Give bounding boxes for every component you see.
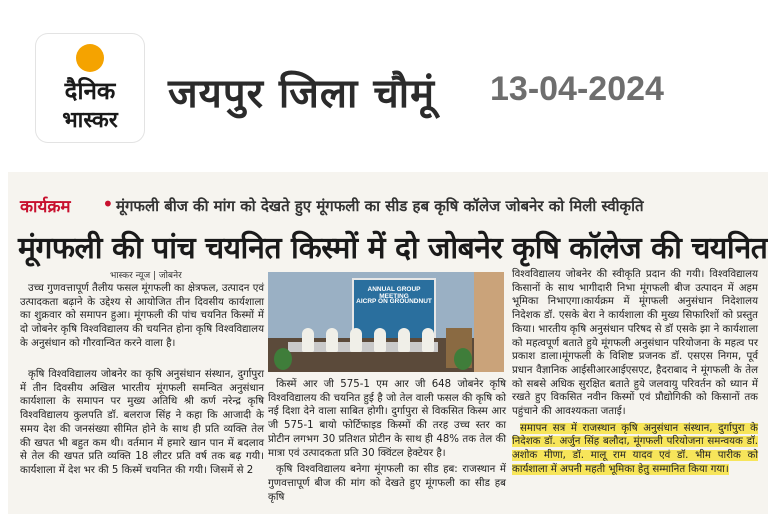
logo-text-line1: दैनिक [64,77,116,105]
edition-date: 13-04-2024 [490,70,664,108]
byline: भास्कर न्यूज | जोबनेर [110,271,182,281]
paragraph-highlighted [512,422,758,477]
column-1-intro [20,282,264,366]
logo-text-line2: भास्कर [62,108,118,133]
bullet-icon: • [102,192,114,216]
paragraph: विश्वविद्यालय जोबनेर की स्वीकृति प्रदान की गयी। विश्वविद्यालय किसानों के साथ भागीदारी निभा मूंगफली बीज उत्पादन में अहम भूमिका निभाएगा।कार्यक्रम में मूंगफली अनुसंधान निदेशालय निदेशक डॉ. एसके बेरा ने कार्यशाला की मुख्य सिफारिशों को प्रस्तुत किया। भारतीय कृषि अनुसंधान परिषद से डॉ एसके झा ने कार्यशाला को महत्वपूर्ण बताते हुये मूंगफली अनुसंधान परियोजना के महत्व पर प्रकाश डाला।मूंगफली के विशिष्ट प्रजनक डॉ. एसएस निगम, पूर्व प्रधान वैज्ञानिक आईसीआरआईएसएट, हैदराबाद ने मूंगफली के तेल को सबसे अधिक सुरक्षित बताते हुये जलवायु परिवर्तन को ध्यान में रखते हुए विकसित नवीन किस्मों एवं प्रौद्योगिकी को किसानों तक पहुंचाने की आवश्यकता जताई। [512,269,758,418]
event-photo [268,272,504,372]
column-3 [512,268,758,490]
column-2 [268,378,506,503]
kicker-row [14,192,758,222]
person [302,328,314,352]
person [350,328,362,352]
column-1-body [20,368,264,490]
person [422,328,434,352]
dainik-bhaskar-logo [36,34,144,142]
paragraph: कृषि विश्वविद्यालय जोबनेर का कृषि अनुसंधान संस्थान, दुर्गापुरा में तीन दिवसीय अखिल भारतीय मूंगफली समन्वित अनुसंधान कार्यशाला के समापन पर मुख्य अतिथि श्री कर्ण नरेन्द्र कृषि विश्वविद्यालय कुलपति डॉ. बलराज सिंह ने कहा कि आजादी के समय देश की जनसंख्या सीमित होने के साथ ही प्रति व्यक्ति तेल की खपत भी बहुत कम थी। वर्तमान में हमारे खान पान में बदलाव से तेल की खपत प्रति व्यक्ति 18 लीटर प्रति वर्ष तक बढ़ गयी। कार्यशाला में देश भर की 5 किस्में चयनित की गयी। जिसमें से 2 [20,369,264,476]
banner-line1: ANNUAL GROUP MEETING [367,286,421,300]
header [0,0,768,172]
plant [454,348,472,370]
edition-title: जयपुर जिला चौमूं [168,71,436,117]
kicker-text: मूंगफली बीज की मांग को देखते हुए मूंगफली का सीड हब कृषि कॉलेज जोबनेर को मिली स्वीकृति [116,197,644,215]
headline: मूंगफली की पांच चयनित किस्मों में दो जोबनेर कृषि कॉलेज की चयनित [18,231,768,266]
plant [274,348,292,370]
logo-sun-icon [76,44,104,72]
side-wall [474,272,504,372]
person [398,328,410,352]
person [326,328,338,352]
paragraph: कृषि विश्वविद्यालय बनेगा मूंगफली का सीड हब: राजस्थान में गुणवत्तापूर्ण बीज की मांग को देखते हुए मूंगफली का सीड हब कृषि [268,464,506,503]
banner-line2: AICRP ON GROUNDNUT [356,298,432,305]
highlighted-text: समापन सत्र में राजस्थान कृषि अनुसंधान संस्थान, दुर्गापुरा के निदेशक डॉ. अर्जुन सिंह बलौदा, मूंगफली परियोजना समन्वयक डॉ. अशोक मीणा, डॉ. मालू राम यादव एवं डॉ. भीम पारीक को कार्यशाला में अपनी महती भूमिका हेतु सम्मानित किया गया। [512,422,758,475]
kicker-label: कार्यक्रम [20,197,71,217]
person [374,328,386,352]
paragraph: किस्में आर जी 575-1 एम आर जी 648 जोबनेर कृषि विश्वविद्यालय की चयनित हुई है जो तेल वाली फसल की कृषि को नई दिशा देने वाला साबित होगी। दुर्गापुरा से विकसित किस्म आर जी 575-1 बायो फोर्टिफाइड किस्मों की तरह उच्च स्तर का प्रोटीन लगभग 30 प्रतिशत प्रोटीन के साथ ही 48% तक तेल की मात्रा एवं उत्पादकता प्रति 30 क्विंटल हेक्टेयर है। [268,379,506,459]
paragraph: उच्च गुणवत्तापूर्ण तैलीय फसल मूंगफली का क्षेत्रफल, उत्पादन एवं उत्पादकता बढ़ाने के उद्देश्य से आयोजित तीन दिवसीय कार्यशाला का शुक्रवार को समापन हुआ। मूंगफली की पांच चयनित किस्मों में दो जोबनेर कृषि विश्वविद्यालय की चयनित होना कृषि विश्वविद्यालय के अनुसंधान को गौरवान्वित करने वाला है। [20,283,264,349]
